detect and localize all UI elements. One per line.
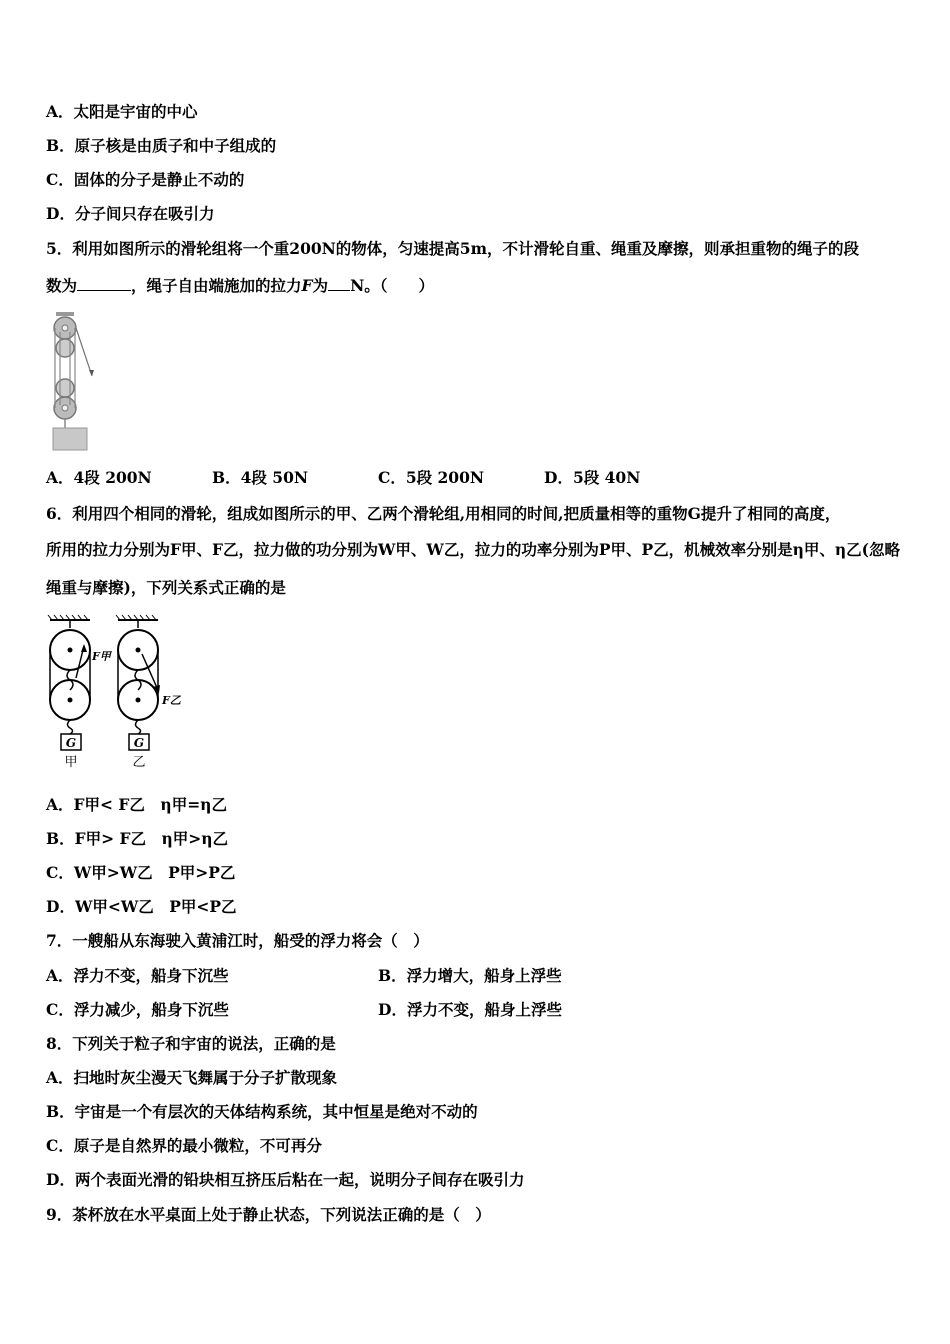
pulley-system-jia bbox=[48, 615, 90, 750]
q5-option-b: B．4段 50N bbox=[212, 468, 309, 487]
q5-text-a: 数为 bbox=[46, 276, 78, 295]
q4-option-d: D．分子间只存在吸引力 bbox=[46, 204, 215, 223]
q7-stem: 7．一艘船从东海驶入黄浦江时，船受的浮力将会（ ） bbox=[46, 931, 429, 950]
q9-stem: 9．茶杯放在水平桌面上处于静止状态，下列说法正确的是（ ） bbox=[46, 1205, 491, 1224]
free-rope-end bbox=[76, 328, 92, 376]
q7-option-a: A．浮力不变，船身下沉些 bbox=[46, 966, 229, 985]
q5-option-c: C．5段 200N bbox=[378, 468, 485, 487]
q5-text-c: 为 bbox=[312, 276, 329, 295]
force-label-jia: F甲 bbox=[92, 650, 111, 663]
q6-option-a: A．F甲< F乙 η甲=η乙 bbox=[46, 795, 227, 814]
fixed-pulley-2 bbox=[56, 339, 74, 357]
q4-option-b: B．原子核是由质子和中子组成的 bbox=[46, 136, 277, 155]
ceiling-hook bbox=[56, 312, 74, 316]
q5-pulley-figure bbox=[46, 310, 106, 455]
q8-option-b: B．宇宙是一个有层次的天体结构系统，其中恒星是绝对不动的 bbox=[46, 1102, 478, 1121]
q5-blank-segments bbox=[77, 276, 131, 291]
q5-stem-line2 bbox=[46, 276, 434, 296]
weight-block bbox=[53, 428, 87, 450]
q7-option-d: D．浮力不变，船身上浮些 bbox=[378, 1000, 562, 1019]
q6-pulley-figure bbox=[46, 614, 196, 774]
q5-blank-force bbox=[328, 276, 350, 291]
q4-option-c: C．固体的分子是静止不动的 bbox=[46, 170, 245, 189]
q8-option-d: D．两个表面光滑的铅块相互挤压后粘在一起，说明分子间存在吸引力 bbox=[46, 1170, 525, 1189]
system-label-jia: 甲 bbox=[64, 755, 78, 770]
q8-option-c: C．原子是自然界的最小微粒，不可再分 bbox=[46, 1136, 322, 1155]
movable-pulley-1 bbox=[56, 379, 74, 397]
q6-stem-line1: 6．利用四个相同的滑轮，组成如图所示的甲、乙两个滑轮组,用相同的时间,把质量相等的重物G提升了相同的高度， bbox=[46, 504, 841, 523]
q6-stem-line2: 所用的拉力分别为F甲、F乙，拉力做的功分别为W甲、W乙，拉力的功率分别为P甲、P乙，机械效率分别是η甲、η乙(忽略 bbox=[46, 540, 901, 559]
q5-stem-line1: 5．利用如图所示的滑轮组将一个重200N的物体，匀速提高5m，不计滑轮自重、绳重及摩擦，则承担重物的绳子的段 bbox=[46, 239, 859, 258]
q6-stem-line3: 绳重与摩擦)，下列关系式正确的是 bbox=[46, 578, 286, 597]
q6-option-c: C．W甲>W乙 P甲>P乙 bbox=[46, 863, 236, 882]
weight-label-jia: G bbox=[65, 736, 77, 750]
q5-text-d: N。（ ） bbox=[350, 276, 434, 295]
q7-options-row1 bbox=[46, 966, 562, 986]
force-label-yi: F乙 bbox=[162, 694, 181, 707]
q7-option-b: B．浮力增大，船身上浮些 bbox=[378, 966, 562, 985]
weight-label-yi: G bbox=[133, 736, 145, 750]
q6-option-d: D．W甲<W乙 P甲<P乙 bbox=[46, 897, 237, 916]
q6-option-b: B．F甲> F乙 η甲>η乙 bbox=[46, 829, 229, 848]
q5-option-d: D．5段 40N bbox=[544, 468, 641, 487]
pulley-system-yi bbox=[116, 615, 160, 750]
system-label-yi: 乙 bbox=[132, 755, 146, 770]
q8-option-a: A．扫地时灰尘漫天飞舞属于分子扩散现象 bbox=[46, 1068, 338, 1087]
q7-options-row2 bbox=[46, 1000, 562, 1020]
q5-option-a: A．4段 200N bbox=[46, 468, 152, 487]
q5-options-row bbox=[46, 468, 640, 488]
q5-force-symbol: F bbox=[301, 276, 313, 295]
q5-text-b: ，绳子自由端施加的拉力 bbox=[131, 276, 302, 295]
q7-option-c: C．浮力减少，船身下沉些 bbox=[46, 1000, 229, 1019]
q4-option-a: A．太阳是宇宙的中心 bbox=[46, 102, 198, 121]
q8-stem: 8．下列关于粒子和宇宙的说法，正确的是 bbox=[46, 1034, 336, 1053]
